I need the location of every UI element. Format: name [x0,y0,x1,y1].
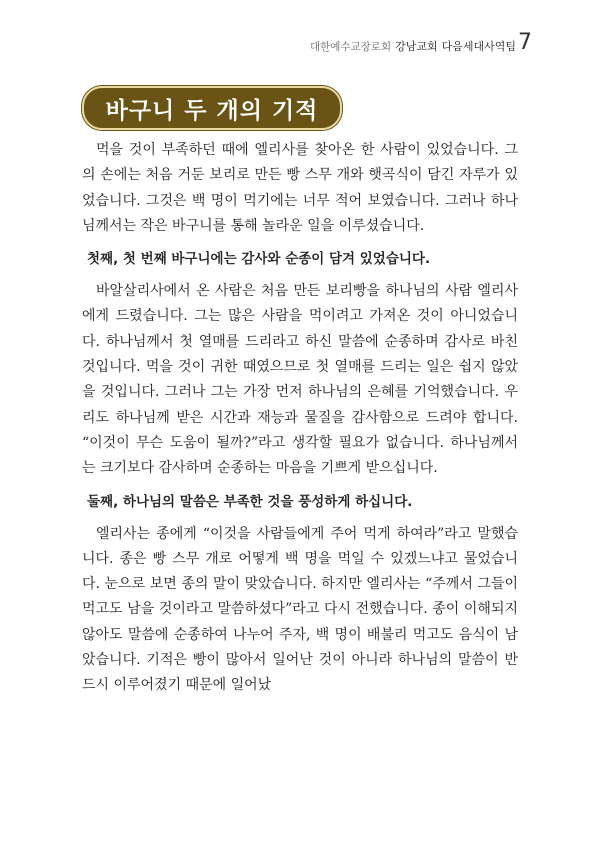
title-banner [82,86,342,130]
page-number: 7 [518,30,532,55]
running-header [310,38,516,54]
first-paragraph: 바알살리사에서 온 사람은 처음 만든 보리빵을 하나님의 사람 엘리사에게 드렸습니다. 그는 많은 사람을 먹이려고 가져온 것이 아니었습니다. 하나님께서 첫 열매를 드리라고 하신 말씀에 순종하며 감사로 바친 것입니다. 먹을 것이 귀한 때였으므로 첫 열매를 드리는 일은 쉽지 않았을 것입니다. 그러나 그는 가장 먼저 하나님의 은혜를 기억했습니다. 우리도 하나님께 받은 시간과 재능과 물질을 감사함으로 드려야 합니다. “이것이 무슨 도움이 될까?”라고 생각할 필요가 없습니다. 하나님께서는 크기보다 감사하며 순종하는 마음을 기쁘게 받으십니다. [82,283,518,477]
subheading-second: 둘째, 하나님의 말씀은 부족한 것을 풍성하게 하십니다. [87,493,413,510]
header-org: 대한예수교장로회 [309,41,392,53]
article-body [82,138,518,699]
second-paragraph: 엘리사는 종에게 “이것을 사람들에게 주어 먹게 하여라”라고 말했습니다. 종은 빵 스무 개로 어떻게 백 명을 먹일 수 있겠느냐고 물었습니다. 눈으로 보면 종의 말이 맞았습니다. 하지만 엘리사는 “주께서 그들이 먹고도 남을 것이라고 말씀하셨다”라고 다시 전했습니다. 종이 이해되지 않아도 말씀에 순종하여 나누어 주자, 백 명이 배불리 먹고도 음식이 남았습니다. 기적은 빵이 많아서 일어난 것이 아니라 하나님의 말씀이 반드시 이루어졌기 때문에 일어났 [82,525,518,694]
subheading-first: 첫째, 첫 번째 바구니에는 감사와 순종이 담겨 있었습니다. [87,251,431,268]
intro-paragraph: 먹을 것이 부족하던 때에 엘리사를 찾아온 한 사람이 있었습니다. 그의 손에는 처음 거둔 보리로 만든 빵 스무 개와 햇곡식이 담긴 자루가 있었습니다. 그것은 백 명이 먹기에는 너무 적어 보였습니다. 그러나 하나님께서는 작은 바구니를 통해 놀라운 일을 이루셨습니다. [82,142,518,234]
header-ministry: 다음세대사역팀 [441,40,516,53]
page-title: 바구니 두 개의 기적 [105,97,319,124]
header-church: 강남교회 [395,40,438,53]
